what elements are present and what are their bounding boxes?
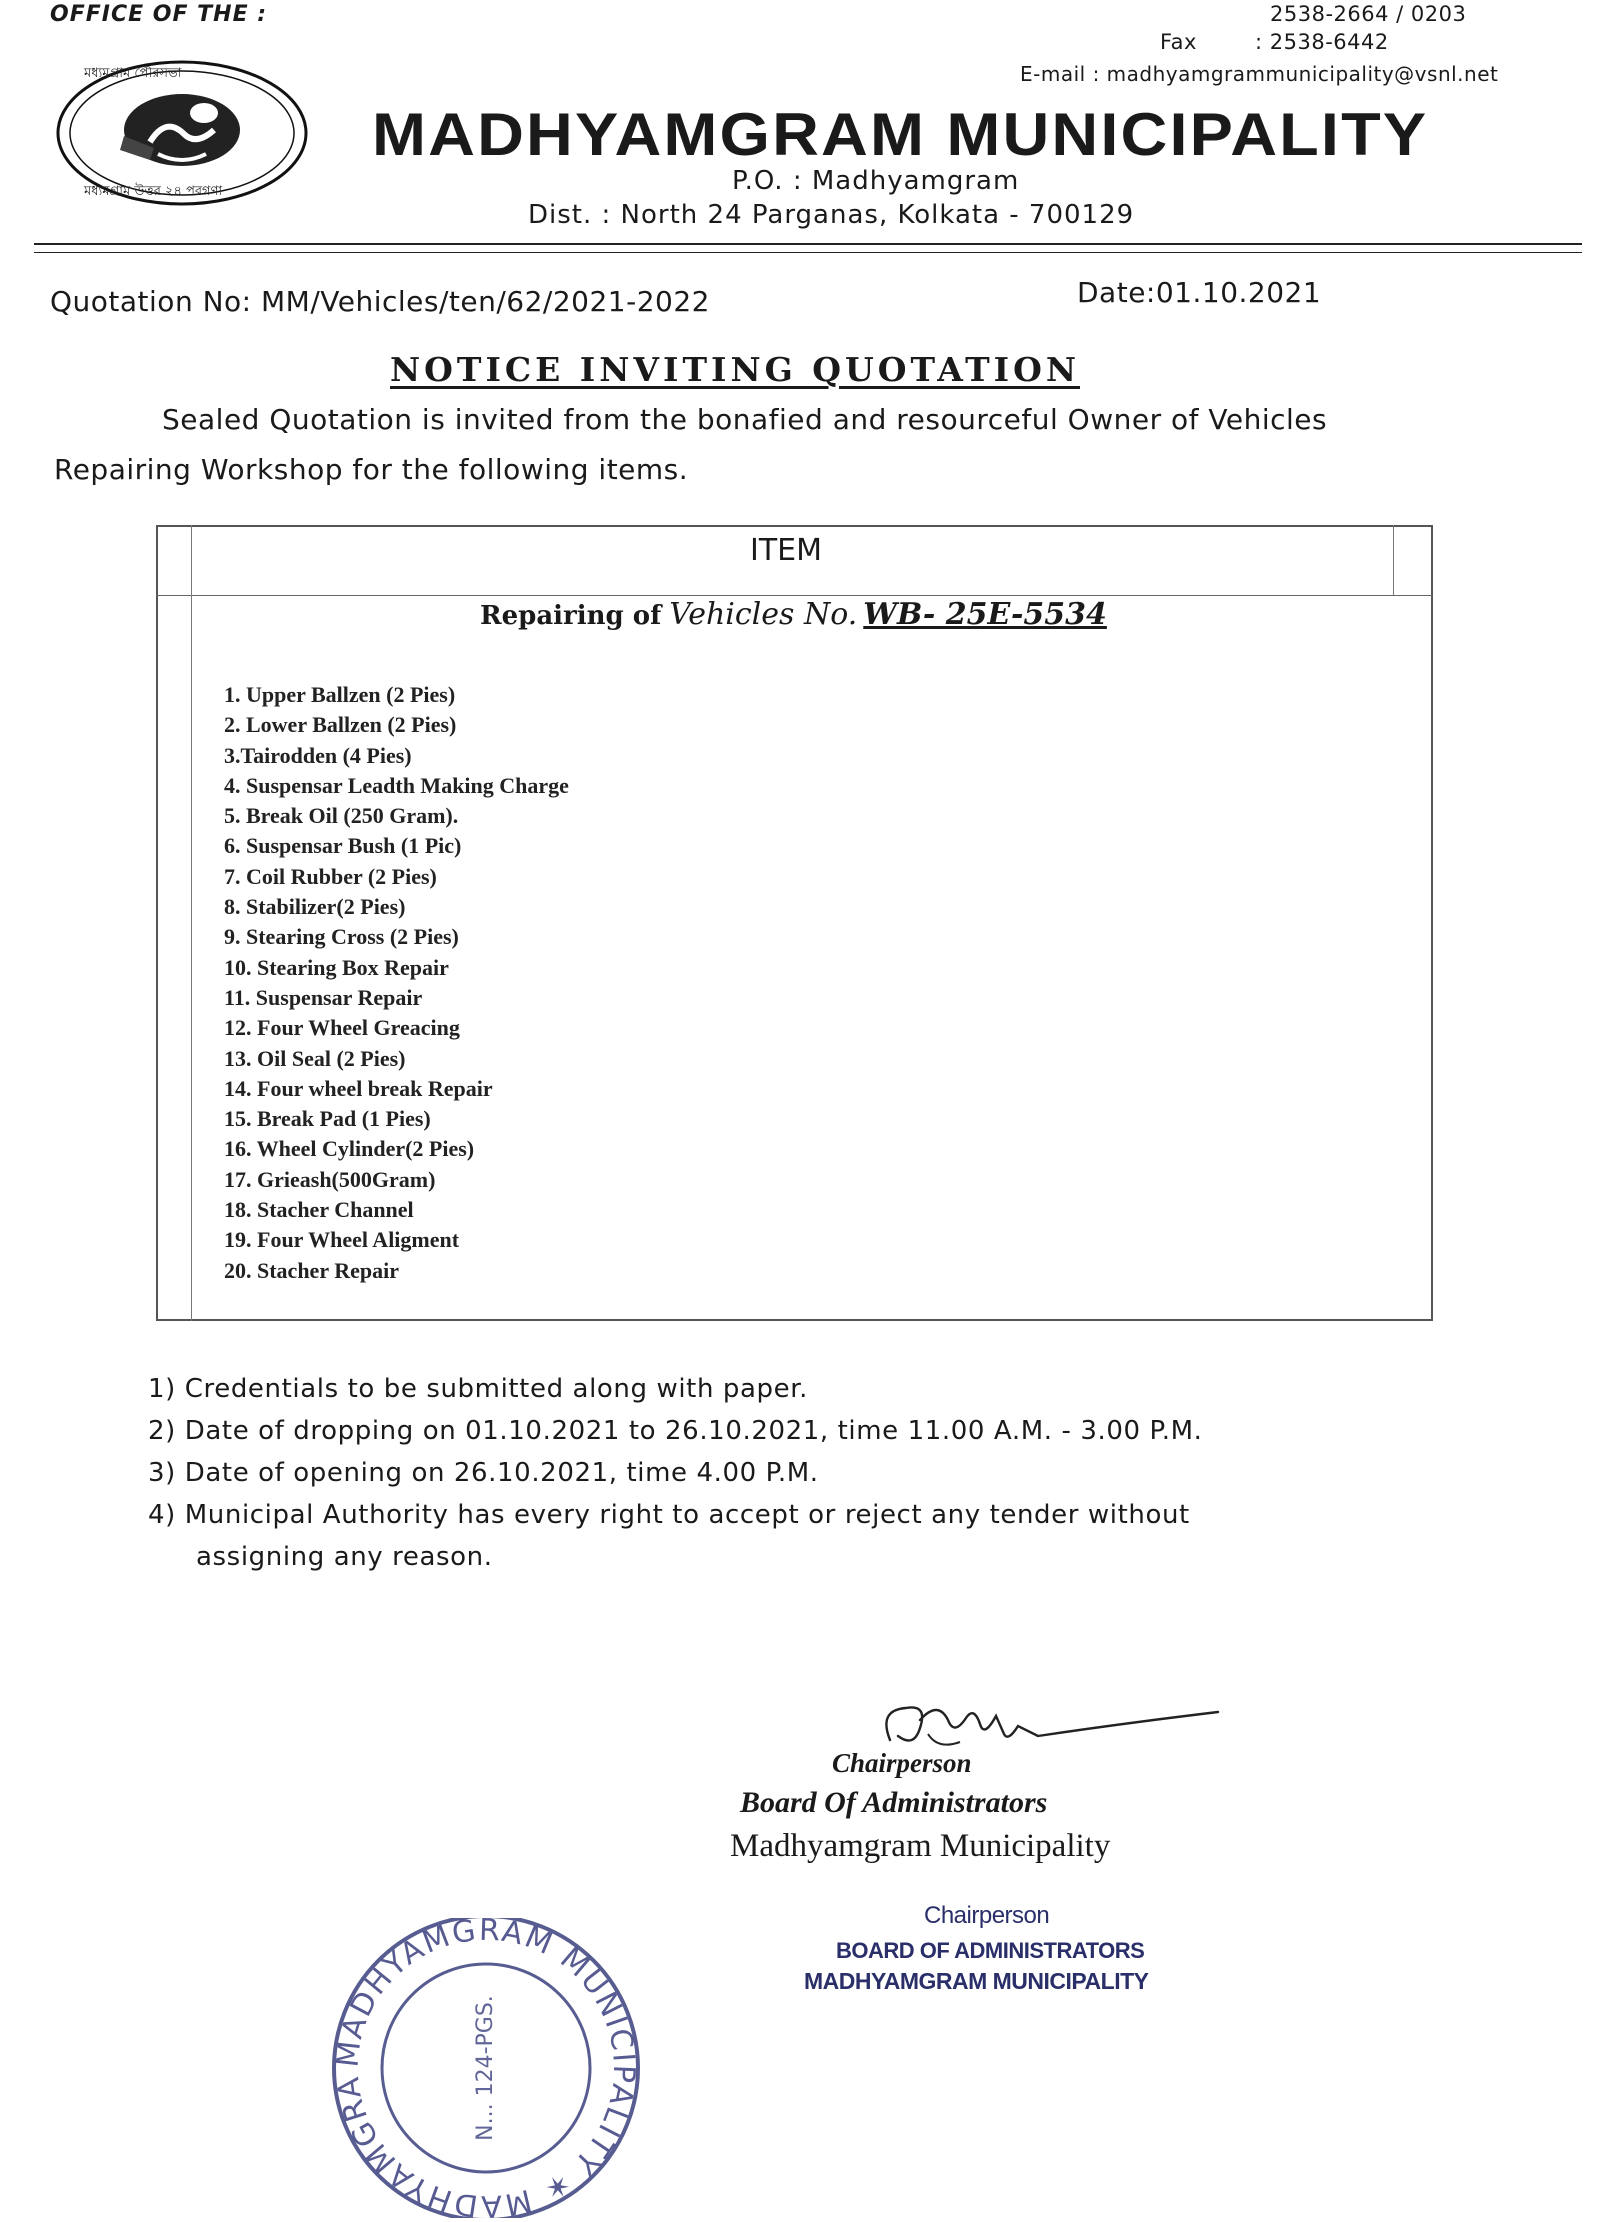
list-item: 17. Grieash(500Gram): [224, 1166, 436, 1192]
table-header-item: ITEM: [750, 533, 823, 568]
list-item: 4. Suspensar Leadth Making Charge: [224, 772, 569, 798]
header-divider-bottom: [34, 252, 1582, 253]
phone-number: 2538-2664 / 0203: [1270, 2, 1467, 26]
vehicle-number: WB- 25E-5534: [863, 597, 1107, 632]
logo-top-text: মধ্যমগ্রাম পৌরসভা: [84, 66, 182, 81]
condition-item: 4) Municipal Authority has every right to accept or reject any tender without: [148, 1500, 1190, 1530]
repair-prefix: Repairing of: [480, 601, 662, 631]
list-item: 6. Suspensar Bush (1 Pic): [224, 833, 462, 859]
list-item: 14. Four wheel break Repair: [224, 1075, 493, 1101]
list-item: 9. Stearing Cross (2 Pies): [224, 924, 459, 950]
table-rule: [156, 595, 1433, 596]
notice-intro-line1: Sealed Quotation is invited from the bonafied and resourceful Owner of Vehicles: [162, 403, 1328, 436]
stamp-line-municipality: MADHYAMGRAM MUNICIPALITY: [804, 1968, 1149, 1994]
list-item: 16. Wheel Cylinder(2 Pies): [224, 1136, 475, 1162]
condition-item: 1) Credentials to be submitted along with paper.: [148, 1374, 808, 1404]
seal-ring-text: MADHYAMGRAM MUNICIPALITY ✶ MADHYAMGRA: [330, 1918, 642, 2218]
page-title: MADHYAMGRAM MUNICIPALITY: [372, 101, 1429, 168]
signature-board: Board Of Administrators: [740, 1786, 1048, 1819]
vehicle-label: Vehicles No.: [669, 597, 858, 632]
signature-designation: Chairperson: [832, 1748, 972, 1778]
item-list: [224, 680, 569, 1286]
address-district: Dist. : North 24 Parganas, Kolkata - 700129: [528, 200, 1135, 230]
notice-intro-line2: Repairing Workshop for the following items.: [54, 453, 689, 486]
condition-item: 3) Date of opening on 26.10.2021, time 4.00 P.M.: [148, 1458, 819, 1488]
office-of-label: OFFICE OF THE :: [50, 2, 268, 27]
conditions-list: [148, 1368, 1202, 1578]
list-item: 19. Four Wheel Aligment: [224, 1227, 460, 1253]
signature-org: Madhyamgram Municipality: [730, 1828, 1111, 1864]
vehicle-line: [480, 597, 1107, 632]
header-divider-top: [34, 243, 1582, 245]
fax-number: : 2538-6442: [1255, 30, 1389, 54]
list-item: 10. Stearing Box Repair: [224, 954, 449, 980]
logo-bottom-text: মধ্যমগ্রাম উত্তর ২৪ পরগণা: [84, 184, 223, 199]
stamp-line-chairperson: Chairperson: [924, 1902, 1050, 1929]
list-item: 7. Coil Rubber (2 Pies): [224, 863, 437, 889]
stamp-line-board: BOARD OF ADMINISTRATORS: [836, 1938, 1145, 1963]
list-item: 12. Four Wheel Greacing: [224, 1015, 460, 1041]
list-item: 2. Lower Ballzen (2 Pies): [224, 712, 457, 738]
email-address: E-mail : madhyamgrammunicipality@vsnl.net: [1020, 62, 1499, 86]
municipality-seal: [326, 1918, 646, 2218]
list-item: 11. Suspensar Repair: [224, 984, 423, 1010]
list-item: 13. Oil Seal (2 Pies): [224, 1045, 406, 1071]
table-rule: [191, 525, 192, 595]
address-po: P.O. : Madhyamgram: [732, 166, 1020, 196]
fax-label: Fax: [1160, 30, 1197, 54]
list-item: 3.Tairodden (4 Pies): [224, 742, 412, 768]
list-item: 8. Stabilizer(2 Pies): [224, 894, 406, 920]
condition-item: 2) Date of dropping on 01.10.2021 to 26.10.2021, time 11.00 A.M. - 3.00 P.M.: [148, 1416, 1203, 1446]
notice-heading: NOTICE INVITING QUOTATION: [390, 350, 1081, 389]
list-item: 15. Break Pad (1 Pies): [224, 1106, 431, 1132]
list-item: 5. Break Oil (250 Gram).: [224, 803, 459, 829]
condition-item: assigning any reason.: [196, 1542, 493, 1572]
list-item: 20. Stacher Repair: [224, 1257, 399, 1283]
table-rule: [191, 595, 192, 1321]
quotation-number: Quotation No: MM/Vehicles/ten/62/2021-2022: [50, 285, 710, 318]
list-item: 18. Stacher Channel: [224, 1197, 414, 1223]
quotation-date: Date:01.10.2021: [1077, 276, 1322, 309]
table-rule: [1393, 525, 1394, 595]
seal-center-text: N... 124-PGS.: [473, 1995, 498, 2141]
list-item: 1. Upper Ballzen (2 Pies): [224, 682, 456, 707]
